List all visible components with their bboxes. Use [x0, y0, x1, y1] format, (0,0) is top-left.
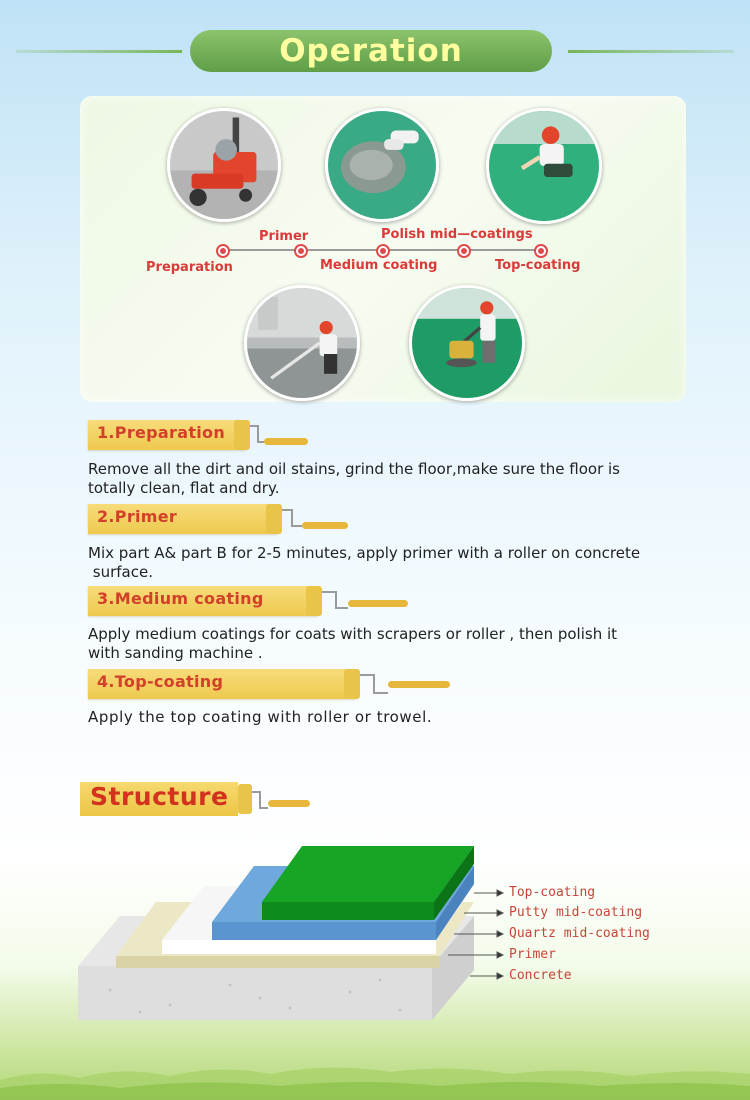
step-description-top-coating: Apply the top coating with roller or trowel. — [88, 708, 433, 726]
step-description-preparation: Remove all the dirt and oil stains, grind the floor,make sure the floor is totally clean, flat and dry. — [88, 460, 620, 497]
step-description-primer: Mix part A& part B for 2-5 minutes, apply primer with a roller on concrete surface. — [88, 544, 641, 581]
top-coating-layer-front — [262, 902, 434, 920]
step-title: 4.Top-coating — [97, 672, 224, 691]
putty-layer-front — [212, 922, 436, 940]
layer-label-primer: Primer — [509, 947, 556, 962]
primer-layer-front — [116, 956, 440, 968]
step-title: 3.Medium coating — [97, 589, 264, 608]
label-primer: Primer — [259, 229, 309, 244]
page-title: Operation — [279, 33, 463, 69]
concrete-layer-front — [78, 966, 432, 1020]
step-title: 2.Primer — [97, 507, 178, 526]
step-description-medium-coating: Apply medium coatings for coats with scrapers or roller , then polish it with sanding machine . — [88, 625, 618, 662]
structure-title: Structure — [90, 782, 229, 811]
layer-label-concrete: Concrete — [509, 968, 572, 983]
label-polish-mid-coatings: Polish mid—coatings — [381, 227, 533, 242]
layer-label-top-coating: Top-coating — [509, 885, 596, 900]
label-preparation: Preparation — [146, 260, 233, 275]
layer-label-putty-mid-coating: Putty mid-coating — [509, 905, 643, 920]
layer-label-quartz-mid-coating: Quartz mid-coating — [509, 926, 650, 941]
step-title: 1.Preparation — [97, 423, 226, 442]
label-top-coating: Top-coating — [495, 258, 581, 273]
label-medium-coating: Medium coating — [320, 258, 438, 273]
grass-decoration — [0, 1058, 750, 1100]
quartz-layer-front — [162, 940, 436, 954]
